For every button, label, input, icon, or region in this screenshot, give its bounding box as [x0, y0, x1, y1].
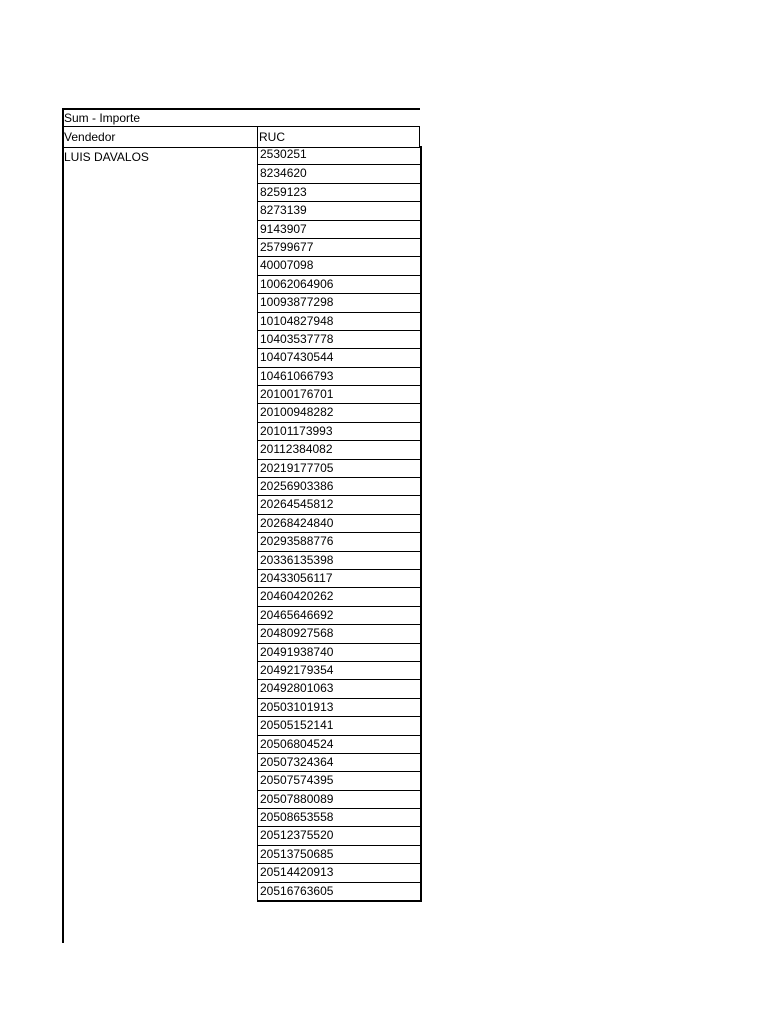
ruc-cell[interactable]: 20268424840 [258, 514, 420, 532]
ruc-cell[interactable]: 20506804524 [258, 735, 420, 753]
ruc-cell[interactable]: 20293588776 [258, 532, 420, 550]
ruc-cell[interactable]: 20256903386 [258, 477, 420, 495]
ruc-cell[interactable]: 20508653558 [258, 808, 420, 826]
ruc-cell[interactable]: 8273139 [258, 201, 420, 219]
ruc-cell[interactable]: 20465646692 [258, 606, 420, 624]
ruc-cell[interactable]: 20503101913 [258, 698, 420, 716]
table-left-border [62, 109, 64, 943]
vendedor-name[interactable]: LUIS DAVALOS [64, 150, 149, 164]
ruc-cell[interactable]: 20336135398 [258, 551, 420, 569]
ruc-cell[interactable]: 20492179354 [258, 661, 420, 679]
ruc-cell[interactable]: 20100176701 [258, 385, 420, 403]
ruc-cell[interactable]: 20505152141 [258, 716, 420, 734]
ruc-cell[interactable]: 20507324364 [258, 753, 420, 771]
header-right-border [419, 127, 420, 147]
ruc-cell[interactable]: 20480927568 [258, 624, 420, 642]
ruc-cell[interactable]: 10407430544 [258, 348, 420, 366]
header-row [62, 126, 420, 148]
ruc-cell[interactable]: 20219177705 [258, 459, 420, 477]
ruc-cell[interactable]: 20264545812 [258, 495, 420, 513]
ruc-column [257, 146, 422, 902]
ruc-cell[interactable]: 9143907 [258, 220, 420, 238]
ruc-cell[interactable]: 25799677 [258, 238, 420, 256]
ruc-cell[interactable]: 10062064906 [258, 275, 420, 293]
ruc-cell[interactable]: 20507574395 [258, 771, 420, 789]
ruc-cell[interactable]: 10461066793 [258, 367, 420, 385]
ruc-cell[interactable]: 2530251 [260, 147, 307, 161]
ruc-cell[interactable]: 10104827948 [258, 312, 420, 330]
ruc-cell[interactable]: 8259123 [258, 183, 420, 201]
ruc-cell[interactable]: 20516763605 [258, 882, 420, 900]
ruc-cell[interactable]: 20513750685 [258, 845, 420, 863]
ruc-cell[interactable]: 20507880089 [258, 790, 420, 808]
ruc-cell[interactable]: 20491938740 [258, 643, 420, 661]
ruc-cell[interactable]: 40007098 [258, 256, 420, 274]
header-ruc[interactable]: RUC [259, 130, 285, 144]
ruc-cell[interactable]: 20492801063 [258, 679, 420, 697]
header-vendedor[interactable]: Vendedor [64, 130, 116, 144]
ruc-cell[interactable]: 20100948282 [258, 403, 420, 421]
pivot-title: Sum - Importe [64, 111, 141, 125]
ruc-cell[interactable]: 20101173993 [258, 422, 420, 440]
ruc-cell[interactable]: 8234620 [258, 164, 420, 182]
ruc-cell[interactable]: 10403537778 [258, 330, 420, 348]
ruc-cell[interactable]: 20112384082 [258, 440, 420, 458]
ruc-cell[interactable]: 20512375520 [258, 826, 420, 844]
ruc-cell[interactable]: 10093877298 [258, 293, 420, 311]
ruc-cell[interactable]: 20460420262 [258, 587, 420, 605]
ruc-cell[interactable]: 20433056117 [258, 569, 420, 587]
ruc-cell[interactable]: 20514420913 [258, 863, 420, 881]
header-divider [257, 127, 258, 147]
